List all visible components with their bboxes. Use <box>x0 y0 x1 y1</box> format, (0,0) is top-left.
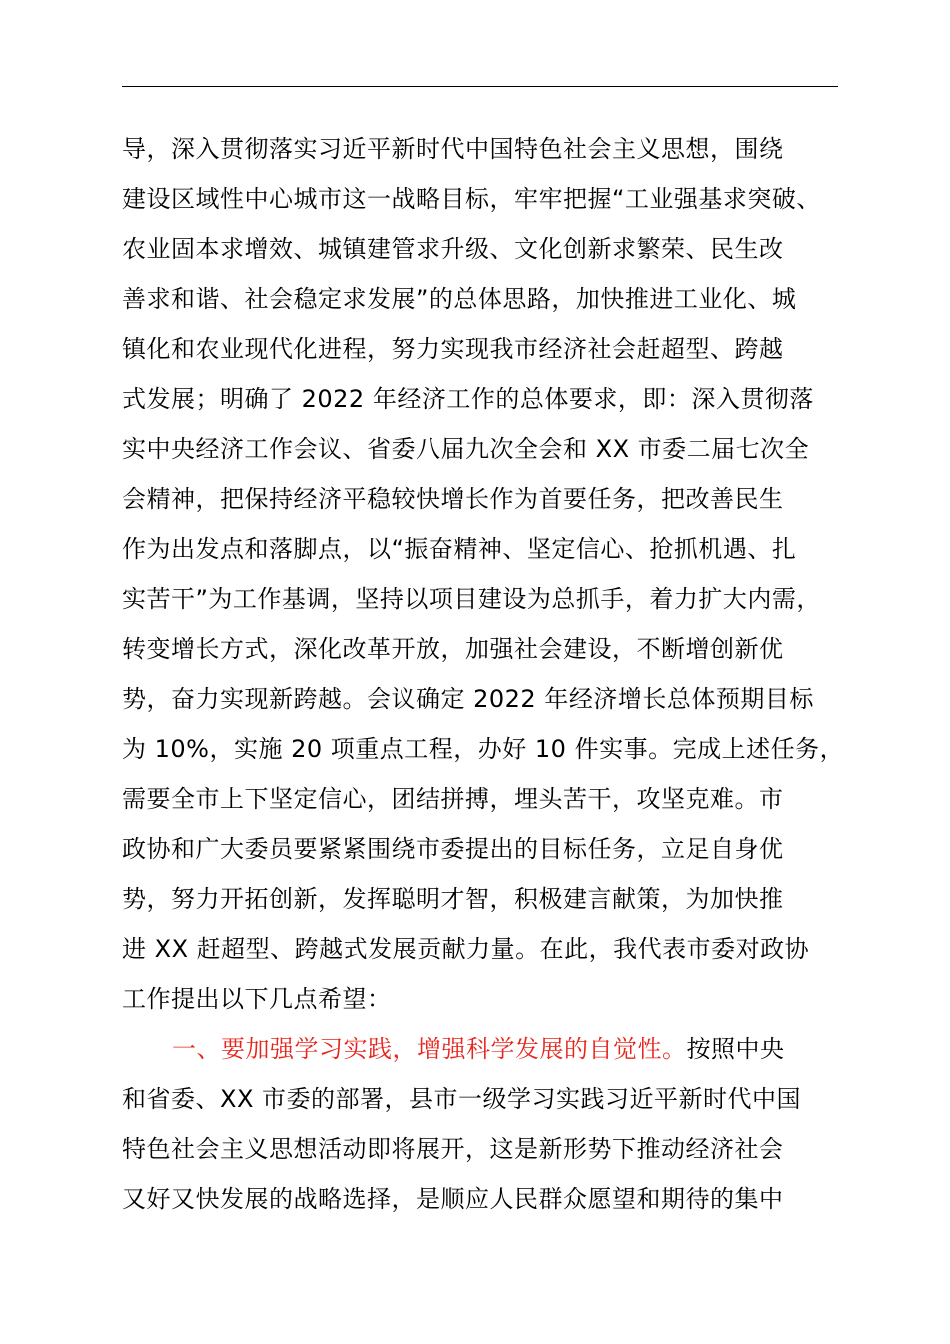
section-heading-tail: 按照中央 <box>686 1035 785 1063</box>
body-line: 需要全市上下坚定信心，团结拼搏，埋头苦干，攻坚克难。市 <box>122 785 784 813</box>
body-line: 进 XX 赶超型、跨越式发展贡献力量。在此，我代表市委对政协 <box>122 935 810 963</box>
body-line: 式发展；明确了 2022 年经济工作的总体要求，即：深入贯彻落 <box>122 385 814 413</box>
body-line: 实苦干”为工作基调，坚持以项目建设为总抓手，着力扩大内需， <box>122 585 821 613</box>
section-heading: 一、要加强学习实践，增强科学发展的自觉性。 <box>172 1035 687 1063</box>
body-line: 作为出发点和落脚点，以“振奋精神、坚定信心、抢抓机遇、扎 <box>122 535 797 563</box>
body-line: 势，奋力实现新跨越。会议确定 2022 年经济增长总体预期目标 <box>122 685 814 713</box>
document-body <box>122 124 845 1224</box>
body-line: 势，努力开拓创新，发挥聪明才智，积极建言献策，为加快推 <box>122 885 784 913</box>
header-rule <box>122 86 838 87</box>
body-line: 为 10%，实施 20 项重点工程，办好 10 件实事。完成上述任务， <box>122 735 845 763</box>
body-line: 善求和谐、社会稳定求发展”的总体思路，加快推进工业化、城 <box>122 285 797 313</box>
body-line: 和省委、XX 市委的部署，县市一级学习实践习近平新时代中国 <box>122 1085 802 1113</box>
body-line: 特色社会主义思想活动即将展开，这是新形势下推动经济社会 <box>122 1135 784 1163</box>
body-line: 转变增长方式，深化改革开放，加强社会建设，不断增创新优 <box>122 635 784 663</box>
body-line: 农业固本求增效、城镇建管求升级、文化创新求繁荣、民生改 <box>122 235 784 263</box>
body-line: 实中央经济工作会议、省委八届九次全会和 XX 市委二届七次全 <box>122 435 810 463</box>
body-line: 导，深入贯彻落实习近平新时代中国特色社会主义思想，围绕 <box>122 135 784 163</box>
body-line: 工作提出以下几点希望： <box>122 985 392 1013</box>
body-line: 建设区域性中心城市这一战略目标，牢牢把握“工业强基求突破、 <box>122 185 821 213</box>
body-line: 会精神，把保持经济平稳较快增长作为首要任务，把改善民生 <box>122 485 784 513</box>
body-line: 又好又快发展的战略选择，是顺应人民群众愿望和期待的集中 <box>122 1185 784 1213</box>
body-line: 镇化和农业现代化进程，努力实现我市经济社会赶超型、跨越 <box>122 335 784 363</box>
section-heading-line <box>122 1024 838 1074</box>
body-line: 政协和广大委员要紧紧围绕市委提出的目标任务，立足自身优 <box>122 835 784 863</box>
